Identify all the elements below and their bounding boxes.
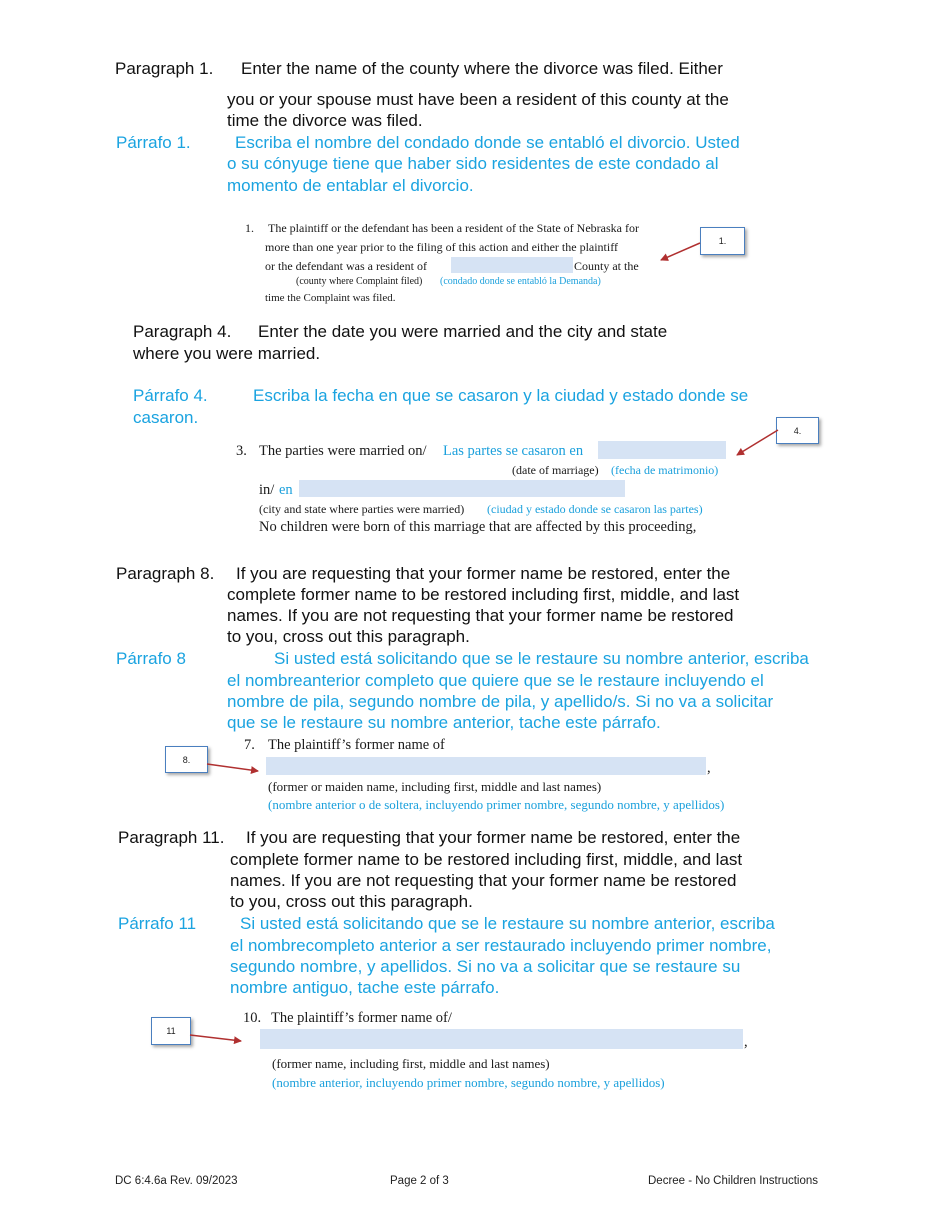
p11-en-line3: names. If you are not requesting that your former name be restored	[230, 871, 737, 890]
p4-caption2-es: (ciudad y estado donde se casaron las partes)	[487, 502, 703, 516]
p8-caption-en: (former or maiden name, including first, middle and last names)	[268, 779, 602, 794]
arrow-11	[190, 1035, 241, 1041]
footer-form-id: DC 6:4.6a Rev. 09/2023	[115, 1175, 238, 1187]
p8-es-label: Párrafo 8	[116, 649, 186, 668]
p4-es-label: Párrafo 4.	[133, 386, 208, 405]
p8-en-line3: names. If you are not requesting that your former name be restored	[227, 606, 734, 625]
p8-en-line4: to you, cross out this paragraph.	[227, 627, 470, 646]
arrow-4	[737, 430, 778, 455]
p4-excerpt-line1-en: The parties were married on/	[259, 443, 427, 459]
p1-es-label: Párrafo 1.	[116, 133, 191, 152]
p11-en-label: Paragraph 11.	[118, 828, 225, 847]
p8-en-label: Paragraph 8.	[116, 564, 215, 583]
p11-en-line4: to you, cross out this paragraph.	[230, 892, 473, 911]
callout-1: 1.	[700, 227, 745, 255]
p8-es-line2: el nombreanterior completo que quiere que se le restaure incluyendo el	[227, 671, 764, 690]
p4-en-line1: Enter the date you were married and the city and state	[258, 322, 668, 341]
p4-caption1-en: (date of marriage)	[512, 463, 599, 477]
p8-excerpt-num: 7.	[244, 737, 255, 753]
p8-es-line1: Si usted está solicitando que se le restaure su nombre anterior, escriba	[274, 649, 809, 668]
p8-excerpt-line1: The plaintiff’s former name of	[268, 737, 445, 753]
p11-en-line2: complete former name to be restored including first, middle, and last	[230, 850, 743, 869]
p4-excerpt-line1-es: Las partes se casaron en	[443, 443, 584, 459]
p4-en-label: Paragraph 4.	[133, 322, 232, 341]
p4-en-line2: where you were married.	[133, 344, 321, 363]
p4-excerpt-num: 3.	[236, 443, 247, 459]
footer-title: Decree - No Children Instructions	[648, 1175, 819, 1187]
footer-page: Page 2 of 3	[390, 1175, 449, 1187]
p8-comma: ,	[707, 760, 711, 776]
p1-caption-en: (county where Complaint filed)	[296, 276, 423, 287]
callout-11: 11	[151, 1017, 191, 1045]
p1-es-line2: o su cónyuge tiene que haber sido residentes de este condado al	[227, 154, 719, 173]
p11-es-line3: segundo nombre, y apellidos. Si no va a solicitar que se restaure su	[230, 957, 741, 976]
p4-es-line1: Escriba la fecha en que se casaron y la ciudad y estado donde se	[253, 386, 749, 405]
p4-excerpt-line2-en: in/	[259, 482, 275, 498]
p11-caption-es: (nombre anterior, incluyendo primer nombre, segundo nombre, y apellidos)	[272, 1075, 665, 1090]
p8-en-line1: If you are requesting that your former name be restored, enter the	[236, 564, 731, 583]
p1-excerpt-line2: more than one year prior to the filing of this action and either the plaintiff	[265, 240, 619, 254]
p8-en-line2: complete former name to be restored including first, middle, and last	[227, 585, 740, 604]
p1-en-line3: time the divorce was filed.	[227, 111, 423, 130]
p4-excerpt-line2-es: en	[279, 482, 293, 498]
p4-caption1-es: (fecha de matrimonio)	[611, 463, 719, 477]
p1-en-label: Paragraph 1.	[115, 59, 214, 78]
p11-en-line1: If you are requesting that your former name be restored, enter the	[246, 828, 741, 847]
callout-8: 8.	[165, 746, 208, 773]
p1-excerpt-line4: time the Complaint was filed.	[265, 292, 396, 304]
p1-excerpt-line1: The plaintiff or the defendant has been a resident of the State of Nebraska for	[268, 221, 639, 235]
p8-es-line3: nombre de pila, segundo nombre de pila, y apellido/s. Si no va a solicitar	[227, 692, 774, 711]
p8-es-line4: que se le restaure su nombre anterior, tache este párrafo.	[227, 713, 661, 732]
p11-es-line4: nombre antiguo, tache este párrafo.	[230, 978, 500, 997]
p11-es-label: Párrafo 11	[118, 914, 197, 933]
p11-es-line1: Si usted está solicitando que se le restaure su nombre anterior, escriba	[240, 914, 775, 933]
p8-caption-es: (nombre anterior o de soltera, incluyendo primer nombre, segundo nombre, y apellidos)	[268, 797, 725, 812]
callout-4: 4.	[776, 417, 819, 444]
arrow-8	[207, 764, 258, 771]
p1-en-line2: you or your spouse must have been a resident of this county at the	[227, 90, 729, 109]
p1-excerpt-line3b: County at the	[574, 259, 639, 273]
p11-excerpt-num: 10.	[243, 1010, 262, 1026]
p4-es-line2: casaron.	[133, 408, 199, 427]
p11-es-line2: el nombrecompleto anterior a ser restaurado incluyendo primer nombre,	[230, 936, 772, 955]
p1-excerpt-num: 1.	[245, 221, 254, 235]
p1-en-line1: Enter the name of the county where the divorce was filed. Either	[241, 59, 723, 78]
p11-comma: ,	[744, 1034, 748, 1050]
p1-es-line3: momento de entablar el divorcio.	[227, 176, 474, 195]
arrow-1	[661, 243, 700, 260]
p1-caption-es: (condado donde se entabló la Demanda)	[440, 276, 601, 287]
p4-excerpt-line3: No children were born of this marriage that are affected by this proceeding,	[259, 519, 697, 535]
p11-excerpt-line1: The plaintiff’s former name of/	[271, 1010, 452, 1026]
p4-caption2-en: (city and state where parties were married)	[259, 502, 465, 516]
p1-excerpt-line3a: or the defendant was a resident of	[265, 259, 427, 273]
p1-es-line1: Escriba el nombre del condado donde se entabló el divorcio. Usted	[235, 133, 740, 152]
p11-caption-en: (former name, including first, middle and last names)	[272, 1056, 550, 1071]
